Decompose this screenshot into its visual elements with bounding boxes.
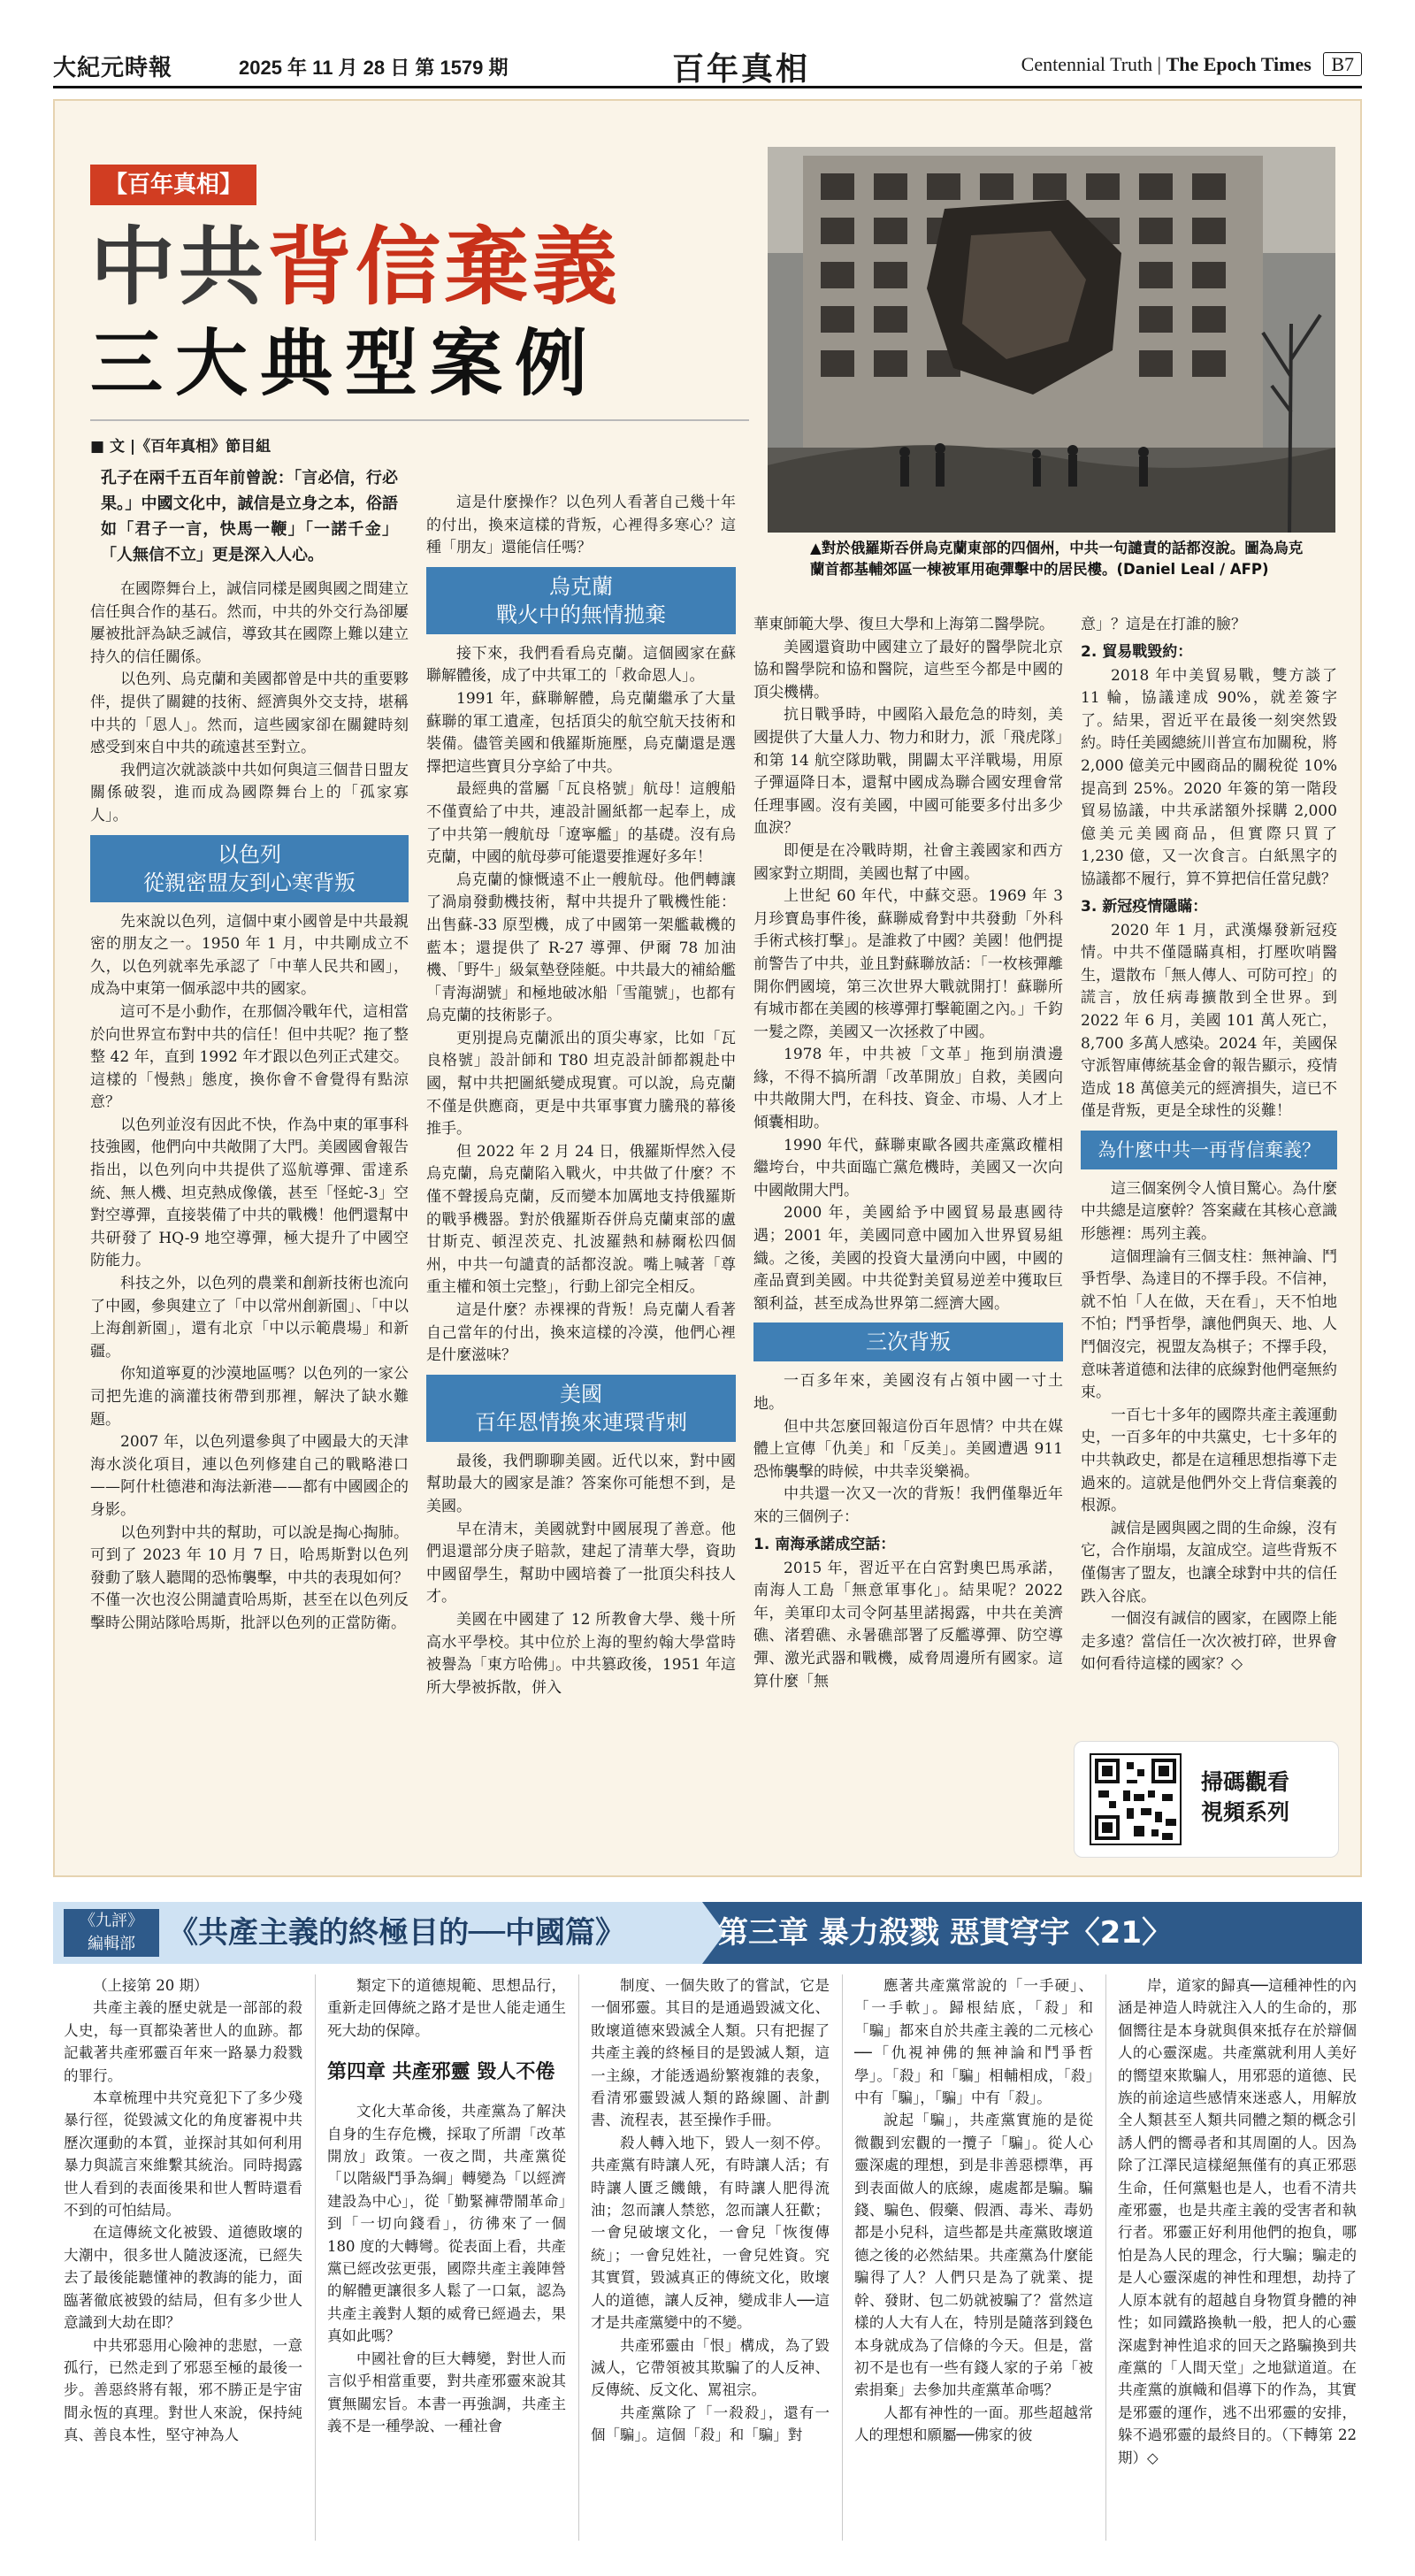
paragraph: 誠信是國與國之間的生命線，沒有它，合作崩塌，友誼成空。這些背叛不僅傷害了盟友，也讓全球對中共的信任跌入谷底。: [1081, 1519, 1337, 1606]
paragraph: 華東師範大學、復旦大學和上海第二醫學院。: [753, 616, 1054, 633]
paragraph: 以色列對中共的幫助，可以說是掏心掏肺。可到了 2023 年 10 月 7 日，哈馬斯對以色列發動了駭人聽聞的恐怖襲擊，中共的表現如何？不僅一次也沒公開譴責哈馬斯，甚至在以色列反擊時公開站隊哈馬斯，批評以色列的正當防衛。: [90, 1523, 409, 1632]
qr-label: 掃碼觀看 視頻系列: [1201, 1769, 1290, 1825]
article-column-3: [753, 614, 1063, 1868]
item-heading-covid: 3. 新冠疫情隱瞞：: [1081, 897, 1208, 916]
paragraph: 即便是在冷戰時期，社會主義國家和西方國家對立期間，美國也幫了中國。: [753, 841, 1063, 883]
paragraph: 在國際舞台上，誠信同樣是國與國之間建立信任與合作的基石。然而，中共的外交行為卻屢屢被批評為缺乏誠信，導致其在國際上難以建立持久的信任關係。: [90, 580, 409, 666]
paragraph: 岸，道家的歸真──這種神性的內涵是神造人時就注入人的生命的，那個嚮往是本身就與俱來抵存在於辯個人的心靈深處。共產黨就利用人美好的嚮望來欺騙人，用邪惡的道德、民族的前途這些感情來迷惑人，用解放全人類甚至人類共同體之類的概念引誘人們的嚮尋者和其周圍的人。因為除了江澤民這樣絕無僅有的真正邪惡生命，任何黨魁也是人，也看不清共產邪靈，也是共產主義的受害者和執行者。邪靈正好利用他們的抱負，哪怕是為人民的理念，行大騙；騙走的是人心靈深處的神性和理想，劫持了人原本就有的超越自身物質身體的神性；如同鐵路換軌一般，把人的心靈深處對神性追求的回天之路騙換到共產黨的「人間天堂」之地獄道道。在共產黨的旗幟和倡導下的作為，其實是邪靈的運作，逃不出邪靈的安排，躲不過邪靈的最終目的。（下轉第 22 期）◇: [1118, 1977, 1357, 2466]
paragraph: 這三個案例令人憤目驚心。為什麼中共總是這麼幹？答案藏在其核心意識形態裡：馬列主義。: [1081, 1179, 1337, 1244]
paragraph: 2015 年，習近平在白宮對奧巴馬承諾，南海人工島「無意軍事化」。結果呢？2022 年，美軍印太司令阿基里諾揭露，中共在美濟礁、渚碧礁、永暑礁部署了反艦導彈、防空導彈、激光武器和戰機，威脅周邊所有國家。這算什麼「無: [753, 1559, 1063, 1690]
column-divider: [315, 1974, 316, 2541]
subhead-three-betrayals: 三次背叛: [753, 1322, 1063, 1361]
masthead: [53, 44, 1362, 88]
column-divider: [578, 1974, 579, 2541]
photo-caption: ▲對於俄羅斯吞併烏克蘭東部的四個州，中共一句譴責的話都沒說。圖為烏克蘭首都基輔郊區一棟被軍用砲彈擊中的居民樓。(Daniel Leal / AFP): [810, 540, 1304, 578]
paragraph: 人都有神性的一面。那些超越常人的理想和願屬──佛家的彼: [854, 2404, 1093, 2444]
paragraph: 早在清末，美國就對中國展現了善意。他們退還部分庚子賠款，建起了清華大學，資助中國留學生，幫助中國培養了一批頂尖科技人才。: [426, 1520, 736, 1606]
paragraph: 殺人轉入地下，毀人一刻不停。共產黨有時讓人死，有時讓人活；有時讓人匱乏饑餓，有時讓人肥得流油；忽而讓人禁慾，忽而讓人狂歡；一會兒破壞文化，一會兒「恢復傳統」；一會兒姓社，一會兒姓資。究其實質，毀滅真正的傳統文化，敗壞人的道德，讓人反神，變成非人──這才是共產黨變中的不變。: [591, 2134, 830, 2332]
paragraph: 美國在中國建了 12 所教會大學、幾十所高水平學校。其中位於上海的聖約翰大學當時被譽為「東方哈佛」。中共篡政後，1951 年這所大學被拆散，併入: [426, 1610, 736, 1697]
paragraph: 一個沒有誠信的國家，在國際上能走多遠？當信任一次次被打碎，世界會如何看待這樣的國家？◇: [1081, 1610, 1337, 1674]
headline-divider: [90, 419, 749, 421]
photo-damaged-building: [768, 147, 1335, 533]
paragraph: 這可不是小動作，在那個冷戰年代，這相當於向世界宣布對中共的信任！但中共呢？拖了整整 42 年，直到 1992 年才跟以色列正式建交。這樣的「慢熱」態度，換你會不會覺得有點涼意？: [90, 1002, 409, 1112]
paragraph: 先來說以色列，這個中東小國曾是中共最親密的朋友之一。1950 年 1 月，中共剛成立不久，以色列就率先承認了「中華人民共和國」，成為中東第一個承認中共的國家。: [90, 912, 409, 999]
subhead-israel: 以色列 從親密盟友到心寒背叛: [90, 835, 409, 902]
byline: ■ 文 |《百年真相》節目組: [90, 438, 272, 456]
category-tag: 【百年真相】: [90, 165, 256, 205]
qr-code-pattern: [1091, 1755, 1180, 1844]
paragraph: 烏克蘭的慷慨遠不止一艘航母。他們轉讓了渦扇發動機技術，幫中共提升了戰機性能：出售蘇-33 原型機，成了中國第一架艦載機的藍本；還提供了 R-27 導彈、伊爾 78 加油機、「野牛」級氣墊登陸艇。中共最大的補給艦「青海湖號」和極地破冰船「雪龍號」，也都有烏克蘭的技術影子。: [426, 870, 736, 1025]
paragraph: 意」？這是在打誰的臉？: [1081, 616, 1246, 633]
paragraph: 中國社會的巨大轉變，對世人而言似乎相當重要，對共產邪靈來說其實無關宏旨。本書一再強調，共產主義不是一種學說、一種社會: [327, 2350, 566, 2434]
paragraph: 共產主義的歷史就是一部部的殺人史，每一頁都染著世人的血跡。都記載著共產邪靈百年來一路暴力殺戮的罪行。: [64, 1999, 302, 2084]
paragraph: 本章梳理中共究竟犯下了多少殘暴行徑，從毀滅文化的角度審視中共歷次運動的本質，並探討其如何利用暴力與謊言來維繫其統治。同時揭露世人看到的表面後果和世人暫時還看不到的可怕結局。: [64, 2089, 302, 2220]
brand-name: The Epoch Times: [1166, 53, 1312, 75]
item-heading-south-china-sea: 1. 南海承諾成空話：: [753, 1535, 896, 1553]
series-badge: 《九評》 編輯部: [64, 1909, 159, 1957]
paragraph: 1978 年，中共被「文革」拖到崩潰邊緣，不得不搞所謂「改革開放」自救，美國向中共敞開大門，在科技、資金、市場、人才上傾囊相助。: [753, 1046, 1063, 1132]
series-column-1: [64, 1974, 302, 2549]
paragraph: 中共邪惡用心險神的悲慰，一意孤行，已然走到了邪惡至極的最後一步。善惡終將有報，邪不勝正是宇宙間永恆的真理。對世人來說，保持純真、善良本性，堅守神為人: [64, 2336, 302, 2444]
paragraph: 一百多年來，美國沒有占領中國一寸土地。: [753, 1372, 1063, 1413]
paragraph: 最經典的當屬「瓦良格號」航母！這艘船不僅賣給了中共，連設計圖紙都一起奉上，成了中共第一艘航母「遼寧艦」的基礎。沒有烏克蘭，中國的航母夢可能還要推遲好多年！: [426, 780, 736, 867]
series-column-4: [854, 1974, 1093, 2549]
paragraph: 抗日戰爭時，中國陷入最危急的時刻，美國提供了大量人力、物力和財力，派「飛虎隊」和第 14 航空隊助戰，開闢太平洋戰場，用原子彈逼降日本，還幫中國成為聯合國安理會常任理事國。沒有美國，中國可能要多付出多少血淚？: [753, 706, 1063, 838]
paragraph: 1991 年，蘇聯解體，烏克蘭繼承了大量蘇聯的軍工遺產，包括頂尖的航空航天技術和裝備。儘管美國和俄羅斯施壓，烏克蘭還是選擇把這些寶貝分享給了中共。: [426, 689, 736, 776]
article-column-4: [1081, 614, 1337, 1729]
paragraph: 共產邪靈由「恨」構成，為了毀滅人，它帶領被其欺騙了的人反神、反傳統、反文化、罵祖宗。: [591, 2336, 830, 2399]
paragraph: 類定下的道德規範、思想品行，重新走回傳統之路才是世人能走通生死大劫的保障。: [327, 1977, 566, 2039]
issue-date: 2025 年 11 月 28 日 第 1579 期: [239, 57, 509, 79]
paragraph: 更別提烏克蘭派出的頂尖專家，比如「瓦良格號」設計師和 T80 坦克設計師都親赴中國，幫中共把圖紙變成現實。可以說，烏克蘭不僅是供應商，更是中共軍事實力騰飛的幕後推手。: [426, 1029, 736, 1138]
qr-code-icon[interactable]: [1090, 1753, 1182, 1845]
paragraph: 但中共怎麼回報這份百年恩情？中共在媒體上宣傳「仇美」和「反美」。美國遭遇 911 恐怖襲擊的時候，中共幸災樂禍。: [753, 1417, 1063, 1481]
paragraph: 但 2022 年 2 月 24 日，俄羅斯悍然入侵烏克蘭，烏克蘭陷入戰火，中共做了什麼？不僅不聲援烏克蘭，反而變本加厲地支持俄羅斯的戰爭機器。對於俄羅斯吞併烏克蘭東部的盧甘斯克、頓涅茨克、扎波羅熱和赫爾松四個州，中共一句譴責的話都沒說。嘴上喊著「尊重主權和領土完整」，行動上卻完全相反。: [426, 1142, 736, 1297]
paragraph: 制度、一個失敗了的嘗試，它是一個邪靈。其目的是通過毀滅文化、敗壞道德來毀滅全人類。只有把握了共產主義的終極目的是毀滅人類，這一主線，才能透過紛繁複雜的表象，看清邪靈毀滅人類的路線圖、計劃書、流程表，甚至操作手冊。: [591, 1977, 830, 2129]
series-column-3: [591, 1974, 830, 2549]
paragraph: 以色列、烏克蘭和美國都曾是中共的重要夥伴，提供了關鍵的技術、經濟與外交支持，堪稱中共的「恩人」。然而，這些國家卻在關鍵時刻感受到來自中共的疏遠甚至對立。: [90, 671, 409, 757]
paragraph: 說起「騙」，共產黨實施的是從微觀到宏觀的一攬子「騙」。從人心靈深處的理想，到是非善惡標準，再到表面做人的底線，處處都是騙。騙錢、騙色、假藥、假酒、毒米、毒奶都是小兒科，這些都是共產黨敗壞道德之後的必然結果。共產黨為什麼能騙得了人？人們只是為了就業、提幹、發財、包二奶就被騙了？當然這樣的人大有人在，特別是隨落到錢色本身就成為了信條的今天。但是，當初不是也有一些有錢人家的子弟「被索捐棄」去參加共產黨革命嗎？: [854, 2112, 1093, 2399]
masthead-right: Centennial Truth | The Epoch Times B7: [1021, 53, 1362, 76]
paragraph: 最後，我們聊聊美國。近代以來，對中國幫助最大的國家是誰？答案你可能想不到，是美國。: [426, 1452, 736, 1515]
section-title: 百年真相: [672, 51, 811, 88]
paragraph: 2007 年，以色列還參與了中國最大的天津海水淡化項目，連以色列修建自己的戰略港口——阿什杜德港和海法新港——都有中國國企的身影。: [90, 1433, 409, 1519]
article-column-2: [426, 492, 736, 1868]
paragraph: 在這傳統文化被毀、道德敗壞的大潮中，很多世人隨波逐流，已經失去了最後能聽懂神的教誨的能力，面臨著徹底被毀的結局，但有多少世人意識到大劫在即？: [64, 2224, 302, 2332]
paragraph: 文化大革命後，共產黨為了解決自身的生存危機，採取了所謂「改革開放」政策。一夜之間，共產黨從「以階級鬥爭為綱」轉變為「以經濟建設為中心」，從「勤緊褲帶鬧革命」到「一切向錢看」，彷彿來了一個 180 度的大轉彎。從表面上看，共產黨已經改弦更張，國際共產主義陣營的解體更讓很多人鬆了一口氣，認為共產主義對人類的威脅已經過去，果真如此嗎？: [327, 2103, 566, 2345]
series-title: 《共產主義的終極目的──中國篇》: [168, 1915, 625, 1951]
paragraph: 中共還一次又一次的背叛！我們僅舉近年來的三個例子：: [753, 1485, 1063, 1526]
column-divider: [1105, 1974, 1106, 2541]
paragraph: 科技之外，以色列的農業和創新技術也流向了中國，參與建立了「中以常州創新園」、「中以上海創新園」，還有北京「中以示範農場」和新疆。: [90, 1275, 409, 1361]
newspaper-logo: 大紀元時報: [53, 55, 173, 81]
paragraph: 2018 年中美貿易戰，雙方談了 11 輪，協議達成 90%，就差簽字了。結果，習近平在最後一刻突然毀約。時任美國總統川普宣布加關稅，將 2,000 億美元中國商品的關稅從 10% 提高到 25%。2020 年簽的第一階段貿易協議，中共承諾額外採購 2,000 億美元美國商品，但實際只買了 1,230 億，又一次食言。白紙黑字的協議都不履行，算不算把信任當兒戲？: [1081, 666, 1337, 888]
headline-line2: 三大典型案例: [90, 322, 600, 406]
series-banner: [53, 1902, 1362, 1964]
paragraph: 接下來，我們看看烏克蘭。這個國家在蘇聯解體後，成了中共軍工的「救命恩人」。: [426, 644, 736, 686]
paragraph: 這個理論有三個支柱：無神論、鬥爭哲學、為達目的不擇手段。不信神，就不怕「人在做，天在看」，天不怕地不怕；鬥爭哲學，讓他們與天、地、人鬥個沒完，視盟友為棋子；不擇手段，意味著道德和法律的底線對他們毫無約束。: [1081, 1247, 1337, 1402]
paragraph: 你知道寧夏的沙漠地區嗎？以色列的一家公司把先進的滴灌技術帶到那裡，解決了缺水難題。: [90, 1365, 409, 1429]
paragraph: 一百七十多年的國際共產主義運動史，一百多年的中共黨史，七十多年的中共執政史，都是在這種思想指導下走過來的。這就是他們外交上背信棄義的根源。: [1081, 1406, 1337, 1515]
item-heading-trade-war: 2. 貿易戰毀約：: [1081, 642, 1193, 661]
paragraph: 2020 年 1 月，武漢爆發新冠疫情。中共不僅隱瞞真相，打壓吹哨醫生，還散布「無人傳人、可防可控」的謊言，放任病毒擴散到全世界。到 2022 年 6 月，美國 101 萬人死亡，8,700 多萬人感染。2024 年，美國保守派智庫傳統基金會的報告顯示，疫情造成 18 萬億美元的經濟損失，這已不僅是背叛，更是全球性的災難！: [1081, 921, 1337, 1121]
headline-part1: 中共: [90, 218, 267, 317]
chapter-title: 第三章 暴力殺戮 惡貫穹宇〈21〉: [718, 1915, 1172, 1951]
article-column-1: [90, 435, 409, 1868]
chapter-4-heading: 第四章 共產邪靈 毀人不倦: [327, 2061, 555, 2084]
paragraph: 這是什麼操作？以色列人看著自己幾十年的付出，換來這樣的背叛，心裡得多寒心？這種「朋友」還能信任嗎？: [426, 494, 736, 557]
paragraph: 上世紀 60 年代，中蘇交惡。1969 年 3 月珍寶島事件後，蘇聯威脅對中共發動「外科手術式核打擊」。是誰救了中國？美國！他們提前警告了中共，並且對蘇聯放話：「一枚核彈離開你們國境，第三次世界大戰就開打！蘇聯所有城市都在美國的核導彈打擊範圍之內。」千鈞一髮之際，美國又一次拯救了中國。: [753, 887, 1063, 1041]
paragraph: 共產黨除了「一殺殺」，還有一個「騙」。這個「殺」和「騙」對: [591, 2404, 830, 2444]
headline: [90, 218, 621, 317]
paragraph: 這是什麼？赤裸裸的背叛！烏克蘭人看著自己當年的付出，換來這樣的冷漠，他們心裡是什麼滋味？: [426, 1301, 736, 1365]
main-article: [53, 99, 1362, 1877]
page-number: B7: [1323, 52, 1362, 76]
paragraph: 我們這次就談談中共如何與這三個昔日盟友關係破裂，進而成為國際舞台上的「孤家寡人」。: [90, 761, 409, 824]
subhead-ukraine: 烏克蘭 戰火中的無情拋棄: [426, 567, 736, 634]
series-column-2: [327, 1974, 566, 2549]
paragraph: 美國還資助中國建立了最好的醫學院北京協和醫學院和協和醫院，這些至今都是中國的頂尖機構。: [753, 638, 1063, 702]
paragraph: （上接第 20 期）: [93, 1977, 209, 1994]
headline-part2: 背信棄義: [267, 218, 621, 317]
section-english: Centennial Truth: [1021, 53, 1153, 75]
paragraph: 以色列並沒有因此不快，作為中東的軍事科技強國，他們向中共敞開了大門。美國國會報告指出，以色列向中共提供了巡航導彈、雷達系統、無人機、坦克熱成像儀，甚至「怪蛇-3」空對空導彈，直接裝備了中共的戰機！他們還幫中共研發了 HQ-9 地空導彈，極大提升了中國空防能力。: [90, 1116, 409, 1270]
paragraph: 2000 年，美國給予中國貿易最惠國待遇；2001 年，美國同意中國加入世界貿易組織。之後，美國的投資大量湧向中國，中國的產品賣到美國。中共從對美貿易逆差中獲取巨額利益，甚至成為世界第二經濟大國。: [753, 1204, 1063, 1313]
subhead-usa: 美國 百年恩情換來連環背刺: [426, 1375, 736, 1442]
subhead-why: 為什麼中共一再背信棄義？: [1081, 1131, 1337, 1169]
column-divider: [842, 1974, 843, 2541]
photo-illustration: [768, 147, 1335, 533]
lead-paragraph: 孔子在兩千五百年前曾說：「言必信，行必果。」中國文化中，誠信是立身之本，俗語如「君子一言，快馬一鞭」「一諾千金」「人無信不立」更是深入人心。: [101, 469, 398, 564]
paragraph: 1990 年代，蘇聯東歐各國共產黨政權相繼垮台，中共面臨亡黨危機時，美國又一次向中國敞開大門。: [753, 1136, 1063, 1200]
series-column-5: [1118, 1974, 1357, 2549]
paragraph: 應著共產黨常說的「一手硬」、「一手軟」。歸根結底，「殺」和「騙」都來自於共產主義的二元核心──「仇視神佛的無神論和鬥爭哲學」。「殺」和「騙」相輔相成，「殺」中有「騙」，「騙」中有「殺」。: [854, 1977, 1093, 2107]
